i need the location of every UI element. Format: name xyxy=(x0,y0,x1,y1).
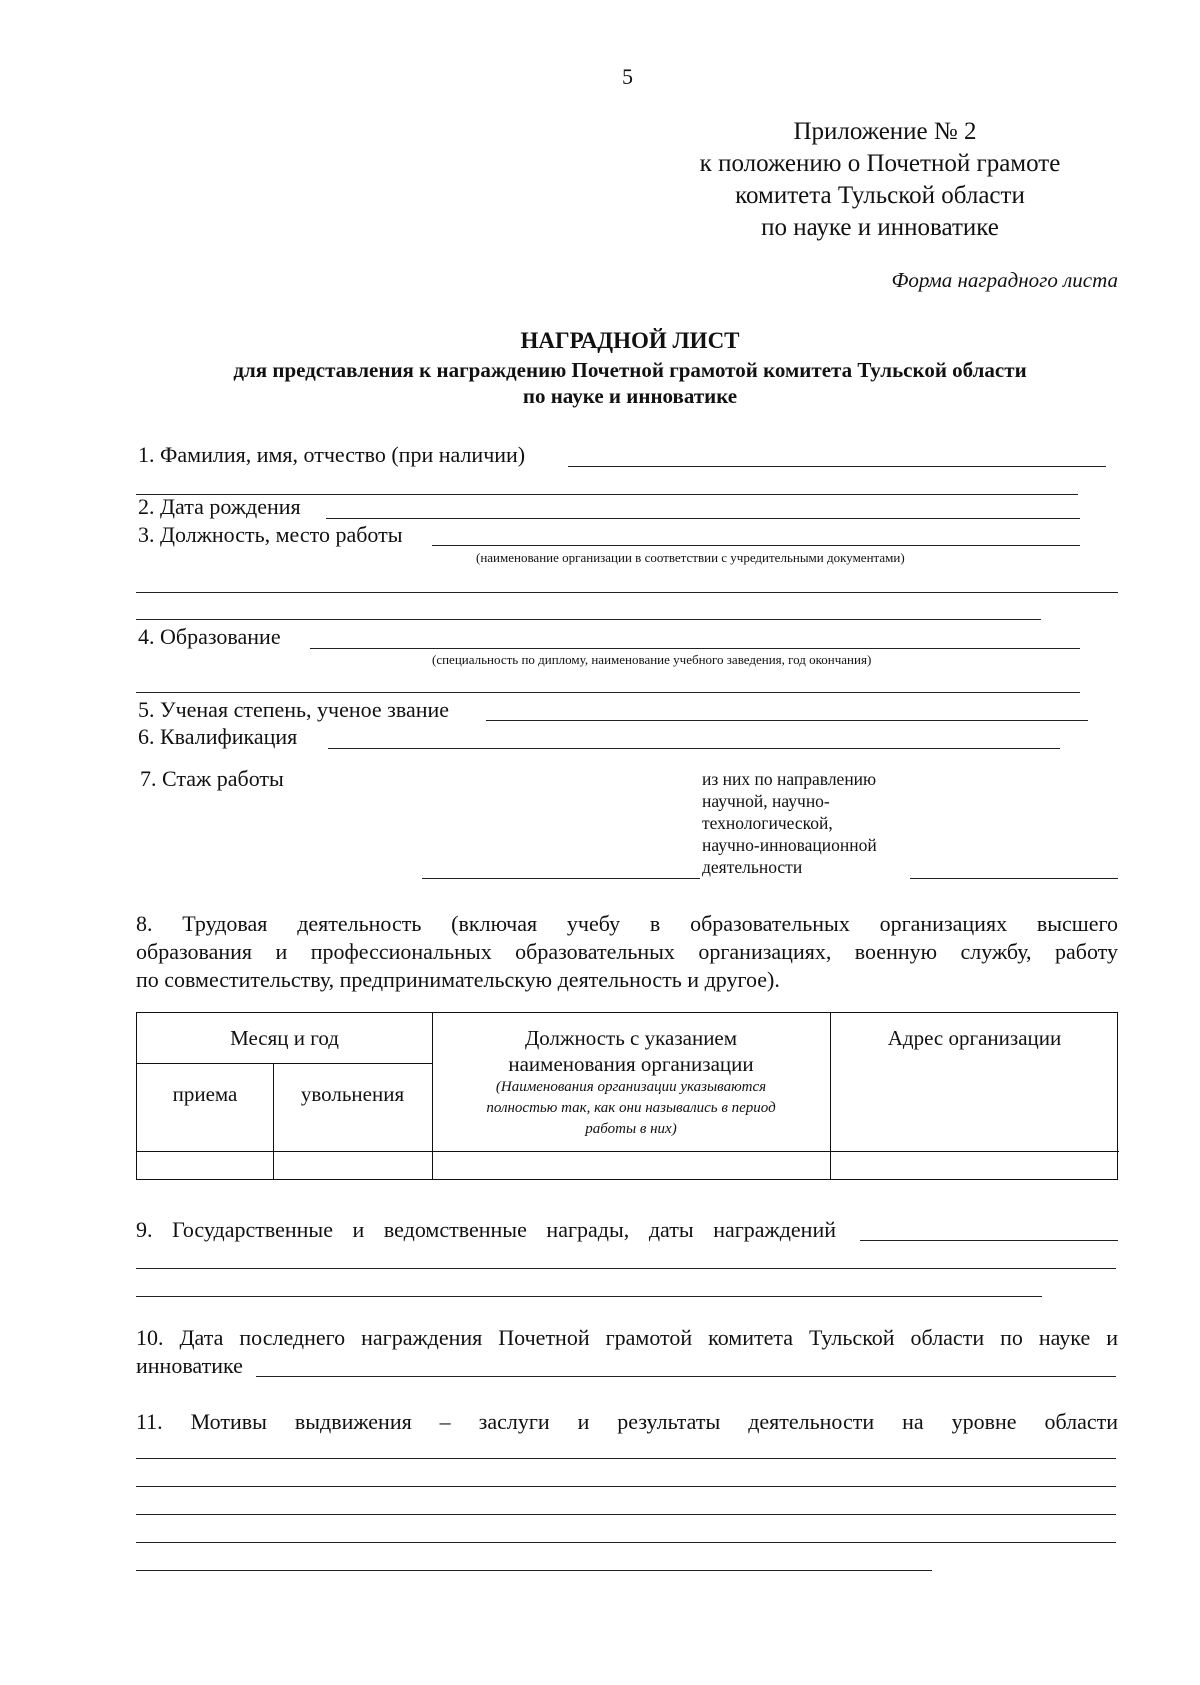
document-subtitle-line-2: по науке и инноватике xyxy=(522,384,738,408)
field-4-label: 4. Образование xyxy=(138,624,281,649)
page-number: 5 xyxy=(622,64,633,89)
table-header-position-line-1: Должность с указанием xyxy=(524,1026,738,1050)
field-11-line-5[interactable] xyxy=(136,1570,932,1571)
table-cell-dismiss[interactable] xyxy=(274,1152,432,1180)
field-9-label xyxy=(136,1216,836,1244)
table-header-month-year: Месяц и год xyxy=(230,1026,339,1050)
table-header-position-note-3: работы в них) xyxy=(585,1121,677,1137)
field-9-text: 9. Государственные и ведомственные награды, даты награждений xyxy=(136,1217,836,1242)
employment-table xyxy=(136,1012,1118,1180)
field-7-sub-line-3: технологической, xyxy=(702,813,833,833)
field-3-continuation-line-2[interactable] xyxy=(136,619,1041,620)
field-10-line-2: инноватике xyxy=(136,1353,243,1378)
field-10-text xyxy=(136,1324,1118,1380)
appendix-line-2: к положению о Почетной грамоте xyxy=(699,150,1061,177)
field-7-sub-line-1: из них по направлению xyxy=(702,769,877,789)
field-7-sub-label xyxy=(702,768,877,878)
field-11-text xyxy=(136,1408,1118,1436)
table-header-hire: приема xyxy=(172,1082,238,1106)
appendix-line-4: по науке и инноватике xyxy=(761,214,999,241)
table-cell-address[interactable] xyxy=(831,1152,1119,1180)
field-2-input-line[interactable] xyxy=(326,518,1080,519)
field-9-input-line[interactable] xyxy=(860,1240,1118,1241)
field-10-input-line[interactable] xyxy=(256,1376,1116,1377)
field-5-input-line[interactable] xyxy=(486,720,1088,721)
field-10-line-1: 10. Дата последнего награждения Почетной грамотой комитета Тульской области по науке и xyxy=(136,1325,1118,1350)
table-header-position-line-2: наименования организации xyxy=(508,1052,754,1076)
field-11-line-3[interactable] xyxy=(136,1514,1116,1515)
table-cell-position[interactable] xyxy=(433,1152,830,1180)
field-4-input-line[interactable] xyxy=(310,648,1080,649)
field-1-label: 1. Фамилия, имя, отчество (при наличии) xyxy=(138,442,526,467)
field-3-label: 3. Должность, место работы xyxy=(138,522,403,547)
appendix-line-3: комитета Тульской области xyxy=(735,182,1025,209)
field-11-line-4[interactable] xyxy=(136,1542,1116,1543)
field-7-sub-line-2: научной, научно- xyxy=(702,791,830,811)
document-subtitle-line-1: для представления к награждению Почетной грамотой комитета Тульской области xyxy=(233,358,1027,382)
field-11-line-1[interactable] xyxy=(136,1458,1116,1459)
field-8-text xyxy=(136,910,1118,994)
field-3-input-line[interactable] xyxy=(432,545,1080,546)
field-4-continuation-line[interactable] xyxy=(136,692,1080,693)
table-header-position-note-2: полностью так, как они назывались в период xyxy=(486,1100,776,1116)
field-7-science-line[interactable] xyxy=(910,878,1118,879)
field-8-line-1: 8. Трудовая деятельность (включая учебу в образовательных организациях высшего xyxy=(136,911,1118,936)
field-9-continuation-line-2[interactable] xyxy=(136,1296,1042,1297)
table-subheader-divider xyxy=(137,1063,432,1064)
field-11-line-2[interactable] xyxy=(136,1486,1116,1487)
field-1-input-line[interactable] xyxy=(568,466,1106,467)
field-3-continuation-line-1[interactable] xyxy=(136,592,1118,593)
field-11-line-1: 11. Мотивы выдвижения – заслуги и результаты деятельности на уровне области xyxy=(136,1409,1118,1434)
appendix-header xyxy=(640,116,1120,244)
document-title: НАГРАДНОЙ ЛИСТ xyxy=(520,328,740,353)
table-header-position-note-1: (Наименования организации указываются xyxy=(495,1079,767,1095)
table-cell-hire[interactable] xyxy=(137,1152,273,1180)
form-label: Форма наградного листа xyxy=(891,268,1118,292)
field-2-label: 2. Дата рождения xyxy=(138,494,301,519)
field-8-line-2: образования и профессиональных образовательных организациях, военную службу, работу xyxy=(136,939,1118,964)
field-7-sub-line-5: деятельности xyxy=(702,857,803,877)
field-5-label: 5. Ученая степень, ученое звание xyxy=(138,697,450,722)
field-7-sub-line-4: научно-инновационной xyxy=(702,835,877,855)
table-header-position xyxy=(432,1025,830,1140)
field-6-label: 6. Квалификация xyxy=(138,724,298,749)
field-3-hint: (наименование организации в соответствии с учредительными документами) xyxy=(476,550,905,565)
field-7-total-line[interactable] xyxy=(422,878,700,879)
field-7-label: 7. Стаж работы xyxy=(140,766,284,791)
table-header-dismiss: увольнения xyxy=(300,1082,405,1106)
field-8-line-3: по совместительству, предпринимательскую деятельность и другое). xyxy=(136,967,780,992)
field-9-continuation-line-1[interactable] xyxy=(136,1268,1116,1269)
field-4-hint: (специальность по диплому, наименование учебного заведения, год окончания) xyxy=(432,652,872,667)
appendix-line-1: Приложение № 2 xyxy=(793,118,977,145)
table-header-address: Адрес организации xyxy=(887,1026,1062,1050)
field-6-input-line[interactable] xyxy=(328,748,1060,749)
